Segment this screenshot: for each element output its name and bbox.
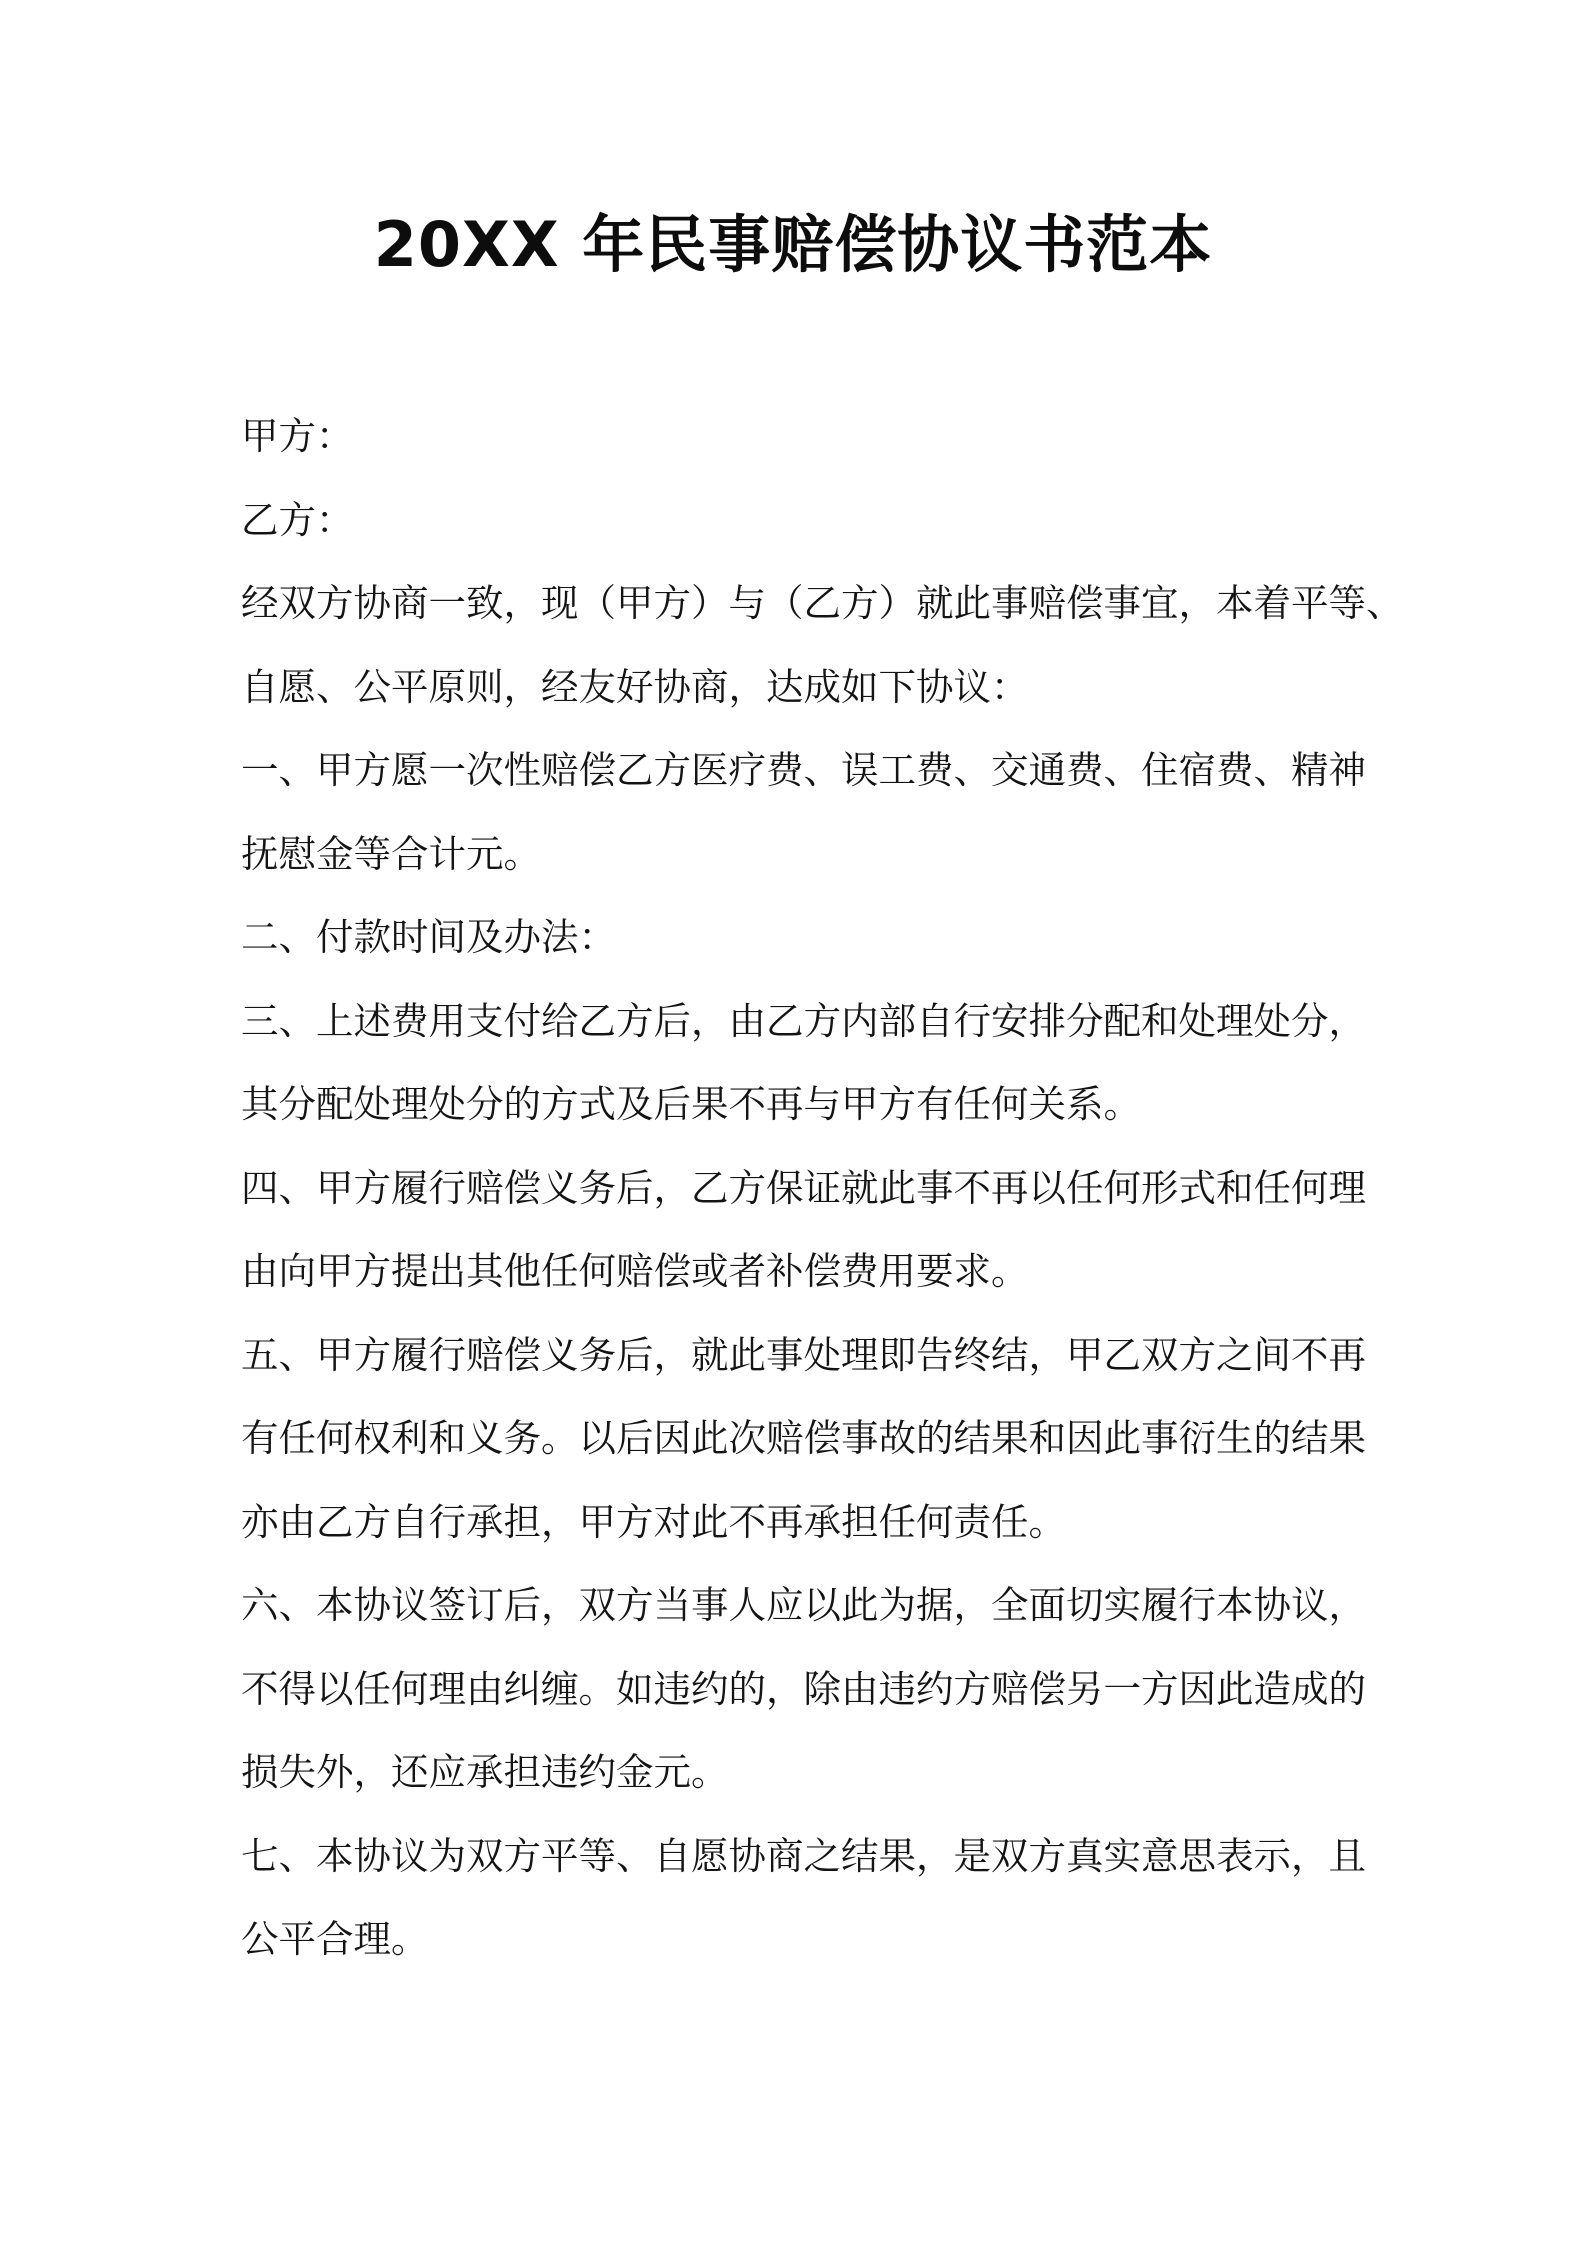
preamble-line-1: 经双方协商一致，现（甲方）与（乙方）就此事赔偿事宜，本着平等、 <box>241 581 1404 625</box>
clause-3-line-1: 三、上述费用支付给乙方后，由乙方内部自行安排分配和处理处分， <box>241 998 1366 1043</box>
clause-6-line-3: 损失外，还应承担违约金元。 <box>241 1750 729 1794</box>
clause-7-line-2: 公平合理。 <box>241 1917 429 1961</box>
clause-5-line-3: 亦由乙方自行承担，甲方对此不再承担任何责任。 <box>241 1499 1066 1544</box>
party-b-line: 乙方： <box>241 497 354 542</box>
clause-6-line-2: 不得以任何理由纠缠。如违约的，除由违约方赔偿另一方因此造成的 <box>241 1666 1366 1711</box>
preamble-line-2: 自愿、公平原则，经友好协商，达成如下协议： <box>241 664 1029 709</box>
clause-6-line-1: 六、本协议签订后，双方当事人应以此为据，全面切实履行本协议， <box>241 1583 1366 1627</box>
clause-5-line-2: 有任何权利和义务。以后因此次赔偿事故的结果和因此事衍生的结果 <box>241 1416 1366 1460</box>
document-body <box>241 395 1404 1982</box>
clause-5-line-1: 五、甲方履行赔偿义务后，就此事处理即告终结，甲乙双方之间不再 <box>241 1332 1366 1377</box>
clause-2-line-1: 二、付款时间及办法： <box>241 915 616 959</box>
clause-1-line-1: 一、甲方愿一次性赔偿乙方医疗费、误工费、交通费、住宿费、精神 <box>241 748 1366 792</box>
document-title: 20XX 年民事赔偿协议书范本 <box>373 208 1213 281</box>
clause-3-line-2: 其分配处理处分的方式及后果不再与甲方有任何关系。 <box>241 1082 1141 1126</box>
clause-4-line-2: 由向甲方提出其他任何赔偿或者补偿费用要求。 <box>241 1249 1029 1293</box>
clause-1-line-2: 抚慰金等合计元。 <box>241 831 541 876</box>
clause-7-line-1: 七、本协议为双方平等、自愿协商之结果，是双方真实意思表示，且 <box>241 1833 1366 1878</box>
clause-4-line-1: 四、甲方履行赔偿义务后，乙方保证就此事不再以任何形式和任何理 <box>241 1165 1366 1210</box>
party-a-line: 甲方： <box>241 414 354 458</box>
